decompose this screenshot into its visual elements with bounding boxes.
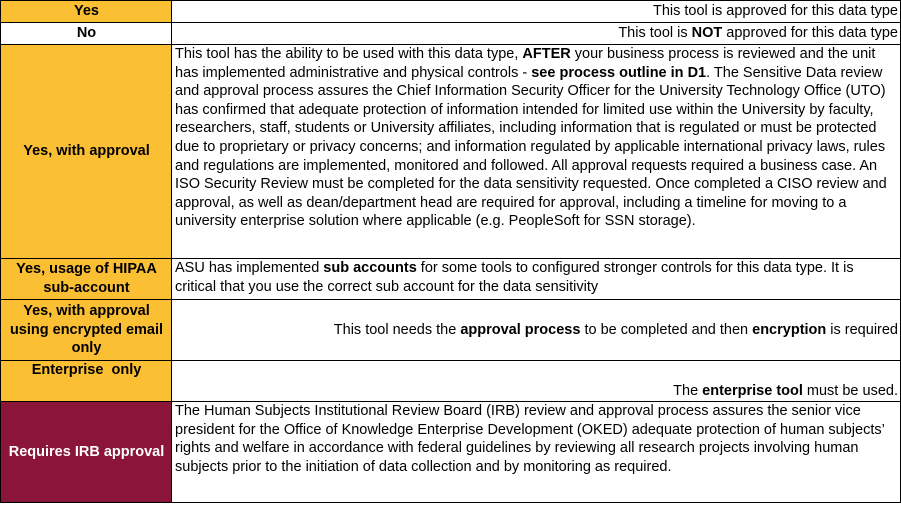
desc-text: for some tools to configured stronger controls for this data type. It is critical that you use the correct sub account for the data sensitivity <box>175 260 854 295</box>
desc-text: your business process is reviewed and the unit has implemented administrative and physical controls - <box>175 46 876 81</box>
desc-emphasis: sub accounts <box>323 260 417 276</box>
legend-row-encrypted-email <box>1 300 901 361</box>
desc-text: This tool is approved for this data type <box>652 3 898 20</box>
desc-text: This tool is <box>618 25 692 42</box>
desc-text: The <box>673 383 703 400</box>
legend-key-irb-approval: Requires IRB approval <box>1 402 172 503</box>
legend-desc-encrypted-email <box>172 300 901 361</box>
desc-text: must be used. <box>802 383 898 400</box>
desc-text: This tool has the ability to be used with this data type, <box>175 46 523 62</box>
desc-text: ASU has implemented <box>175 260 324 276</box>
desc-text: to be completed and then <box>580 321 753 338</box>
desc-emphasis: approval process <box>460 321 581 338</box>
legend-desc-hipaa-sub-account <box>172 259 901 300</box>
legend-desc-no <box>172 23 901 45</box>
desc-text: This tool needs the <box>333 321 461 338</box>
legend-key-yes-with-approval: Yes, with approval <box>1 45 172 259</box>
desc-text: . The Sensitive Data review and approval process assures the Chief Information Security Officer for the University Technology Office (UTO) has confirmed that adequate protection of information intended for limited use within the University by faculty, researchers, staff, students or University affiliates, including information that is regulated or must be protected due to proprietary or privacy concerns; and information regulated by applicable international privacy laws, rules and regulations are implemented, monitored and followed. All approval requests required a business case. An ISO Security Review must be completed for the data sensitivity requested. Once completed a CISO review and approval, as well as dean/department head are required for approval, including a timeline for moving to a university enterprise solution where applicable (e.g. PeopleSoft for SSN storage). <box>175 64 887 230</box>
legend-row-irb-approval <box>1 402 901 503</box>
legend-row-yes <box>1 1 901 23</box>
legend-row-enterprise-only <box>1 361 901 402</box>
legend-desc-yes-with-approval <box>172 45 901 259</box>
legend-key-hipaa-sub-account: Yes, usage of HIPAA sub-account <box>1 259 172 300</box>
desc-text: The Human Subjects Institutional Review Board (IRB) review and approval process assures the senior vice president for the Office of Knowledge Enterprise Development (OKED) adequate protection of human subjects’ rights and welfare in accordance with federal guidelines by reviewing all research projects involving human subjects prior to the initiation of data collection and by monitoring as required. <box>175 403 885 475</box>
legend-desc-enterprise-only <box>172 361 901 402</box>
legend-key-no: No <box>1 23 172 45</box>
legend-key-enterprise-only: Enterprise only <box>1 361 172 402</box>
desc-emphasis: encryption <box>752 321 827 338</box>
desc-emphasis: NOT <box>691 25 723 42</box>
desc-emphasis: see process outline in D1 <box>531 64 707 81</box>
desc-text: is required <box>826 321 898 338</box>
legend-row-hipaa-sub-account <box>1 259 901 300</box>
legend-row-yes-with-approval <box>1 45 901 259</box>
legend-desc-irb-approval <box>172 402 901 503</box>
legend-key-yes: Yes <box>1 1 172 23</box>
legend-key-encrypted-email: Yes, with approval using encrypted email only <box>1 300 172 361</box>
desc-text: approved for this data type <box>722 25 898 42</box>
desc-emphasis: AFTER <box>522 46 571 62</box>
legend-row-no <box>1 23 901 45</box>
desc-emphasis: enterprise tool <box>702 383 803 400</box>
legend-desc-yes <box>172 1 901 23</box>
